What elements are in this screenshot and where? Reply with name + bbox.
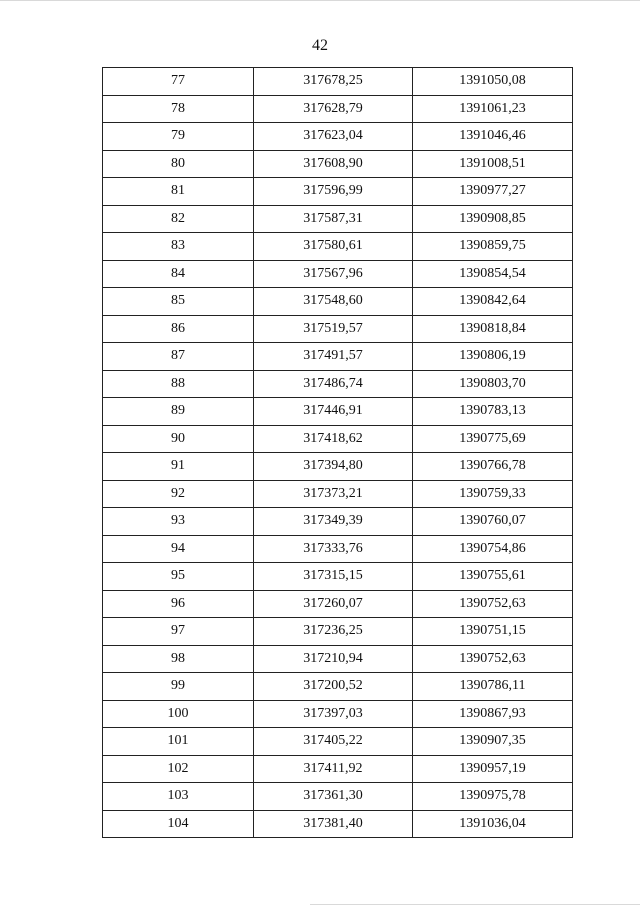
point-number-cell: 91 <box>103 453 254 481</box>
table-row <box>103 508 573 536</box>
table-row <box>103 700 573 728</box>
table-row <box>103 123 573 151</box>
table-row <box>103 288 573 316</box>
table-row <box>103 535 573 563</box>
point-number-cell: 99 <box>103 673 254 701</box>
y-coordinate-cell: 1390818,84 <box>413 315 573 343</box>
point-number-cell: 89 <box>103 398 254 426</box>
x-coordinate-cell: 317361,30 <box>254 783 413 811</box>
point-number-cell: 78 <box>103 95 254 123</box>
point-number-cell: 95 <box>103 563 254 591</box>
y-coordinate-cell: 1390755,61 <box>413 563 573 591</box>
point-number-cell: 100 <box>103 700 254 728</box>
table-row <box>103 755 573 783</box>
point-number-cell: 83 <box>103 233 254 261</box>
x-coordinate-cell: 317397,03 <box>254 700 413 728</box>
table-row <box>103 95 573 123</box>
y-coordinate-cell: 1390752,63 <box>413 590 573 618</box>
y-coordinate-cell: 1390759,33 <box>413 480 573 508</box>
table-row <box>103 398 573 426</box>
x-coordinate-cell: 317623,04 <box>254 123 413 151</box>
page-number: 42 <box>312 37 328 54</box>
x-coordinate-cell: 317519,57 <box>254 315 413 343</box>
x-coordinate-cell: 317628,79 <box>254 95 413 123</box>
point-number-cell: 97 <box>103 618 254 646</box>
point-number-cell: 101 <box>103 728 254 756</box>
y-coordinate-cell: 1390854,54 <box>413 260 573 288</box>
x-coordinate-cell: 317381,40 <box>254 810 413 838</box>
y-coordinate-cell: 1390803,70 <box>413 370 573 398</box>
x-coordinate-cell: 317200,52 <box>254 673 413 701</box>
y-coordinate-cell: 1390766,78 <box>413 453 573 481</box>
x-coordinate-cell: 317418,62 <box>254 425 413 453</box>
x-coordinate-cell: 317580,61 <box>254 233 413 261</box>
table-row <box>103 233 573 261</box>
x-coordinate-cell: 317587,31 <box>254 205 413 233</box>
y-coordinate-cell: 1390754,86 <box>413 535 573 563</box>
coordinates-table-body <box>103 68 573 838</box>
y-coordinate-cell: 1390775,69 <box>413 425 573 453</box>
y-coordinate-cell: 1390975,78 <box>413 783 573 811</box>
point-number-cell: 90 <box>103 425 254 453</box>
point-number-cell: 98 <box>103 645 254 673</box>
point-number-cell: 104 <box>103 810 254 838</box>
point-number-cell: 88 <box>103 370 254 398</box>
coordinates-table <box>102 67 573 838</box>
x-coordinate-cell: 317411,92 <box>254 755 413 783</box>
x-coordinate-cell: 317548,60 <box>254 288 413 316</box>
x-coordinate-cell: 317567,96 <box>254 260 413 288</box>
table-row <box>103 645 573 673</box>
x-coordinate-cell: 317333,76 <box>254 535 413 563</box>
table-row <box>103 810 573 838</box>
x-coordinate-cell: 317446,91 <box>254 398 413 426</box>
x-coordinate-cell: 317260,07 <box>254 590 413 618</box>
point-number-cell: 87 <box>103 343 254 371</box>
table-row <box>103 563 573 591</box>
y-coordinate-cell: 1390867,93 <box>413 700 573 728</box>
table-row <box>103 425 573 453</box>
y-coordinate-cell: 1390907,35 <box>413 728 573 756</box>
table-row <box>103 205 573 233</box>
table-row <box>103 150 573 178</box>
x-coordinate-cell: 317236,25 <box>254 618 413 646</box>
point-number-cell: 93 <box>103 508 254 536</box>
y-coordinate-cell: 1390751,15 <box>413 618 573 646</box>
y-coordinate-cell: 1390783,13 <box>413 398 573 426</box>
point-number-cell: 81 <box>103 178 254 206</box>
table-row <box>103 728 573 756</box>
x-coordinate-cell: 317596,99 <box>254 178 413 206</box>
x-coordinate-cell: 317486,74 <box>254 370 413 398</box>
table-row <box>103 178 573 206</box>
point-number-cell: 77 <box>103 68 254 96</box>
y-coordinate-cell: 1390806,19 <box>413 343 573 371</box>
point-number-cell: 80 <box>103 150 254 178</box>
x-coordinate-cell: 317491,57 <box>254 343 413 371</box>
x-coordinate-cell: 317210,94 <box>254 645 413 673</box>
table-row <box>103 618 573 646</box>
x-coordinate-cell: 317315,15 <box>254 563 413 591</box>
y-coordinate-cell: 1391036,04 <box>413 810 573 838</box>
point-number-cell: 82 <box>103 205 254 233</box>
y-coordinate-cell: 1391050,08 <box>413 68 573 96</box>
table-row <box>103 783 573 811</box>
y-coordinate-cell: 1390786,11 <box>413 673 573 701</box>
y-coordinate-cell: 1390760,07 <box>413 508 573 536</box>
point-number-cell: 96 <box>103 590 254 618</box>
table-row <box>103 343 573 371</box>
point-number-cell: 103 <box>103 783 254 811</box>
table-row <box>103 673 573 701</box>
table-row <box>103 68 573 96</box>
table-row <box>103 590 573 618</box>
point-number-cell: 92 <box>103 480 254 508</box>
x-coordinate-cell: 317405,22 <box>254 728 413 756</box>
x-coordinate-cell: 317608,90 <box>254 150 413 178</box>
y-coordinate-cell: 1390977,27 <box>413 178 573 206</box>
y-coordinate-cell: 1391061,23 <box>413 95 573 123</box>
table-row <box>103 370 573 398</box>
point-number-cell: 102 <box>103 755 254 783</box>
table-row <box>103 260 573 288</box>
x-coordinate-cell: 317349,39 <box>254 508 413 536</box>
x-coordinate-cell: 317678,25 <box>254 68 413 96</box>
x-coordinate-cell: 317373,21 <box>254 480 413 508</box>
y-coordinate-cell: 1390859,75 <box>413 233 573 261</box>
scan-edge-top <box>0 0 640 1</box>
y-coordinate-cell: 1391046,46 <box>413 123 573 151</box>
y-coordinate-cell: 1391008,51 <box>413 150 573 178</box>
y-coordinate-cell: 1390842,64 <box>413 288 573 316</box>
point-number-cell: 86 <box>103 315 254 343</box>
table-row <box>103 315 573 343</box>
table-row <box>103 453 573 481</box>
y-coordinate-cell: 1390957,19 <box>413 755 573 783</box>
point-number-cell: 84 <box>103 260 254 288</box>
y-coordinate-cell: 1390752,63 <box>413 645 573 673</box>
point-number-cell: 94 <box>103 535 254 563</box>
table-row <box>103 480 573 508</box>
x-coordinate-cell: 317394,80 <box>254 453 413 481</box>
point-number-cell: 85 <box>103 288 254 316</box>
y-coordinate-cell: 1390908,85 <box>413 205 573 233</box>
point-number-cell: 79 <box>103 123 254 151</box>
